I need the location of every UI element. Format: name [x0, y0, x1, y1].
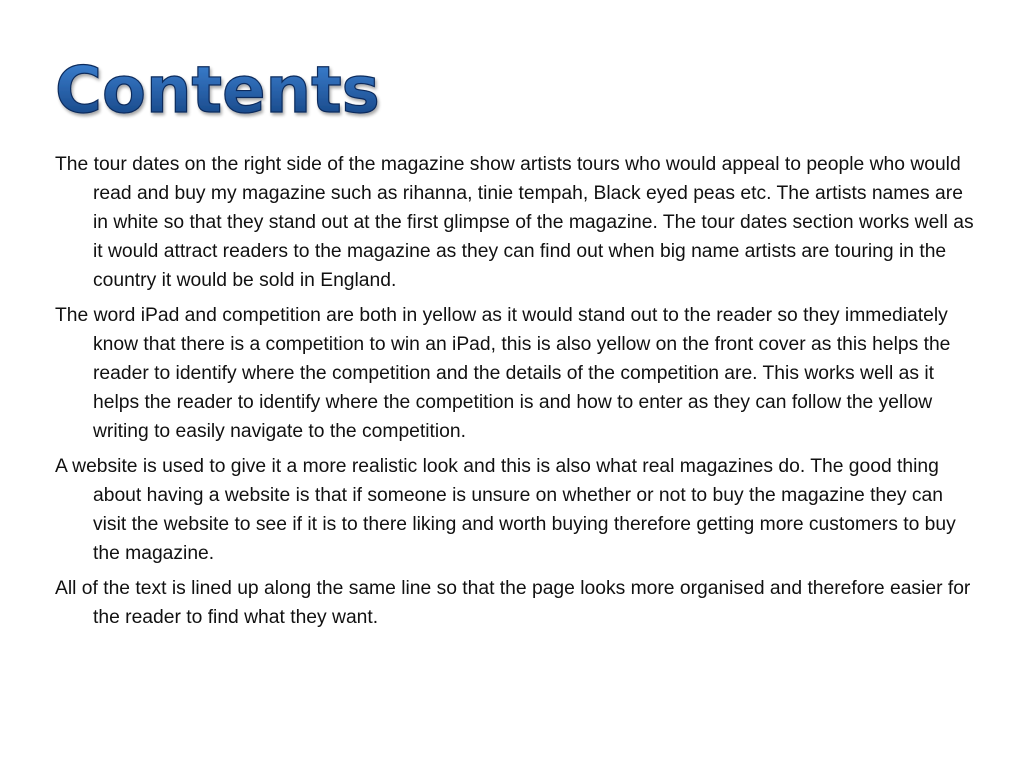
body-paragraph: The word iPad and competition are both in yellow as it would stand out to the reader so they immediately know that there is a competition to win an iPad, this is also yellow on the front cover as this helps the reader to identify where the competition and the details of the competition are. This works well as it helps the reader to identify where the competition is and how to enter as they can follow the yellow writing to easily navigate to the competition.	[55, 305, 951, 442]
slide-title-graphic	[55, 50, 655, 130]
slide-body	[55, 150, 975, 638]
slide-title-text: Contents	[55, 54, 380, 128]
slide-title	[55, 50, 655, 130]
body-paragraph: The tour dates on the right side of the magazine show artists tours who would appeal to people who would read and buy my magazine such as rihanna, tinie tempah, Black eyed peas etc. The artists names are in white so that they stand out at the first glimpse of the magazine. The tour dates section works well as it would attract readers to the magazine as they can find out when big name artists are touring in the country it would be sold in England.	[55, 154, 974, 291]
body-paragraph: A website is used to give it a more realistic look and this is also what real magazines do. The good thing about having a website is that if someone is unsure on whether or not to buy the magazine they can visit the website to see if it is to there liking and worth buying therefore getting more customers to buy the magazine.	[55, 456, 956, 564]
body-paragraph: All of the text is lined up along the same line so that the page looks more organised and therefore easier for the reader to find what they want.	[55, 578, 971, 628]
